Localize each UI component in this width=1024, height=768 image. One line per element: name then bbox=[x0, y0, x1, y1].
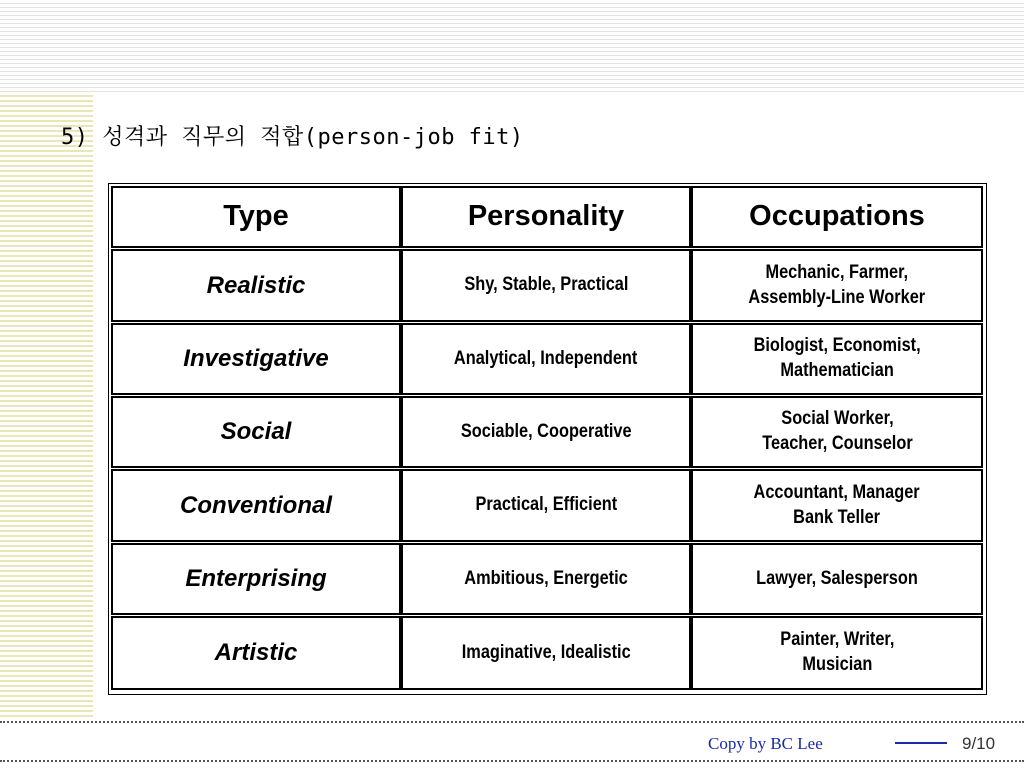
page-number: 9/10 bbox=[962, 734, 996, 753]
row-personality-realistic bbox=[401, 249, 691, 322]
header-type-label: Type bbox=[223, 200, 289, 233]
row-type-conventional bbox=[111, 469, 401, 542]
row-occupations-conventional bbox=[691, 469, 983, 542]
type-label: Conventional bbox=[179, 491, 332, 519]
type-label: Social bbox=[220, 418, 292, 446]
row-personality-social bbox=[401, 396, 691, 468]
occupation-line: Biologist, Economist, bbox=[753, 335, 921, 357]
page-title: 5) 성격과 직무의 적합(person-job fit) bbox=[61, 125, 524, 150]
row-personality-investigative bbox=[401, 323, 691, 395]
personality-job-table bbox=[108, 183, 987, 695]
occupation-line: Mathematician bbox=[780, 360, 894, 381]
personality-label: Shy, Stable, Practical bbox=[463, 274, 629, 296]
personality-label: Imaginative, Idealistic bbox=[461, 641, 631, 663]
row-type-realistic bbox=[111, 249, 401, 322]
footer-divider-bottom bbox=[0, 760, 1024, 764]
row-occupations-investigative bbox=[691, 323, 983, 395]
row-personality-artistic bbox=[401, 616, 691, 690]
occupation-line: Teacher, Counselor bbox=[761, 433, 913, 454]
row-occupations-realistic bbox=[691, 249, 983, 322]
personality-label: Analytical, Independent bbox=[454, 347, 638, 369]
occupation-line: Accountant, Manager bbox=[753, 481, 921, 503]
row-type-social bbox=[111, 396, 401, 468]
occupation-line: Assembly-Line Worker bbox=[748, 286, 926, 308]
footer-credit: Copy by BC Lee bbox=[708, 734, 823, 753]
header-personality bbox=[401, 186, 691, 248]
personality-label: Sociable, Cooperative bbox=[460, 420, 632, 442]
occupation-line: Lawyer, Salesperson bbox=[756, 567, 918, 589]
row-occupations-enterprising bbox=[691, 543, 983, 615]
top-stripe-decoration bbox=[0, 0, 1024, 92]
footer-divider-top bbox=[0, 721, 1024, 725]
occupation-line: Musician bbox=[802, 654, 872, 675]
type-label: Investigative bbox=[183, 345, 329, 373]
occupation-line: Painter, Writer, bbox=[779, 629, 895, 651]
row-occupations-social bbox=[691, 396, 983, 468]
personality-label: Ambitious, Energetic bbox=[464, 567, 628, 589]
row-occupations-artistic bbox=[691, 616, 983, 690]
type-label: Realistic bbox=[206, 271, 306, 299]
header-occupations bbox=[691, 186, 983, 248]
occupation-line: Bank Teller bbox=[793, 506, 881, 528]
row-type-artistic bbox=[111, 616, 401, 690]
personality-label: Practical, Efficient bbox=[475, 494, 617, 516]
header-occupations-label: Occupations bbox=[749, 200, 925, 233]
row-type-investigative bbox=[111, 323, 401, 395]
type-label: Artistic bbox=[214, 639, 298, 667]
header-personality-label: Personality bbox=[467, 200, 625, 233]
occupation-line: Mechanic, Farmer, bbox=[765, 261, 909, 283]
row-personality-enterprising bbox=[401, 543, 691, 615]
header-type bbox=[111, 186, 401, 248]
occupation-line: Social Worker, bbox=[780, 408, 894, 430]
left-stripe-decoration bbox=[0, 92, 93, 720]
row-type-enterprising bbox=[111, 543, 401, 615]
footer-line-decoration bbox=[895, 742, 947, 744]
row-personality-conventional bbox=[401, 469, 691, 542]
type-label: Enterprising bbox=[185, 565, 327, 593]
